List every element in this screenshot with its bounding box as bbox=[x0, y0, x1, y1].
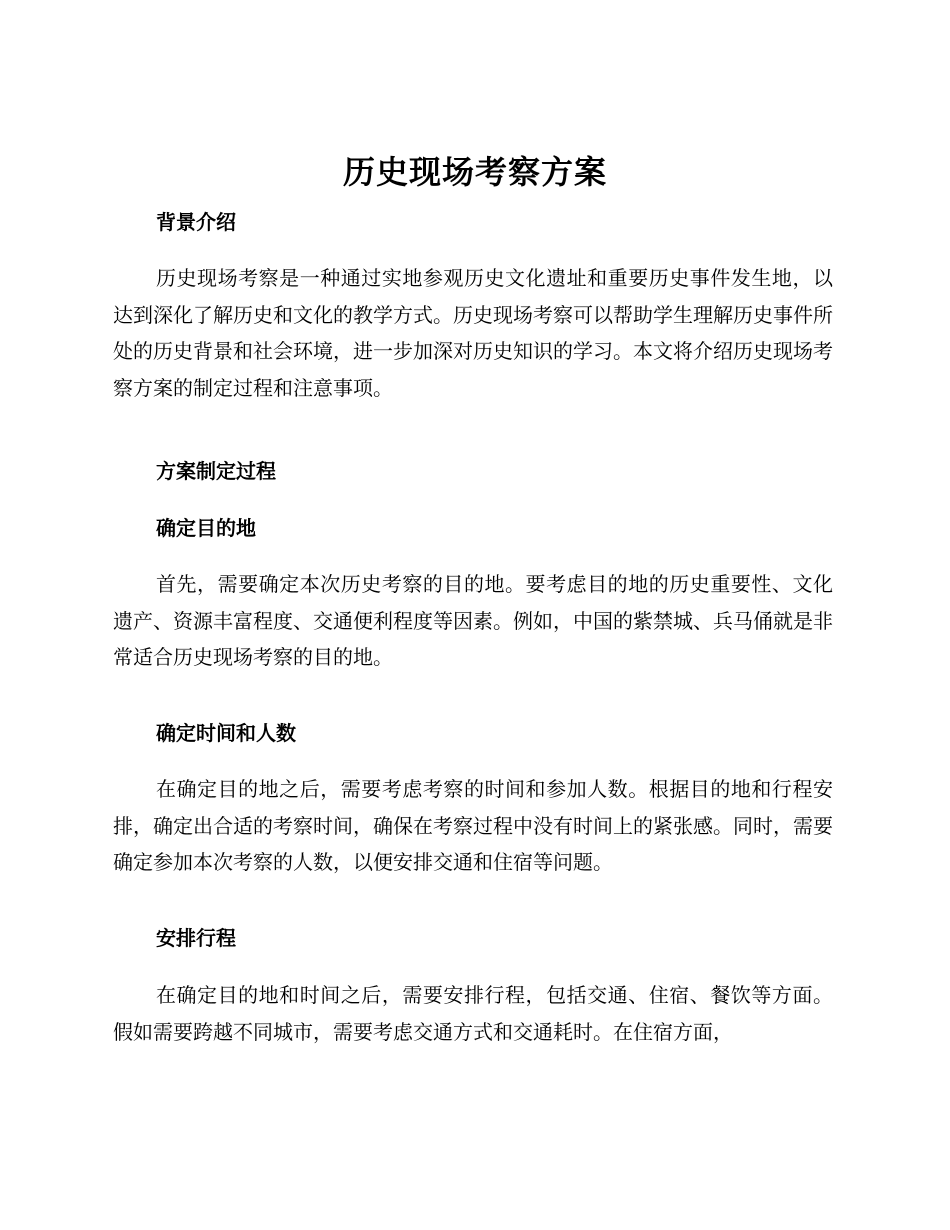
paragraph-background: 历史现场考察是一种通过实地参观历史文化遗址和重要历史事件发生地，以达到深化了解历史和文化的教学方式。历史现场考察可以帮助学生理解历史事件所处的历史背景和社会环境，进一步加深对历史知识的学习。本文将介绍历史现场考察方案的制定过程和注意事项。 bbox=[113, 266, 833, 400]
document-title: 历史现场考察方案 bbox=[342, 153, 607, 191]
section-heading-destination: 确定目的地 bbox=[156, 516, 256, 540]
section-heading-background: 背景介绍 bbox=[156, 210, 236, 234]
paragraph-time-people: 在确定目的地之后，需要考虑考察的时间和参加人数。根据目的地和行程安排，确定出合适的考察时间，确保在考察过程中没有时间上的紧张感。同时，需要确定参加本次考察的人数，以便安排交通和住宿等问题。 bbox=[113, 777, 833, 874]
section-heading-itinerary: 安排行程 bbox=[156, 926, 236, 950]
paragraph-itinerary: 在确定目的地和时间之后，需要安排行程，包括交通、住宿、餐饮等方面。假如需要跨越不同城市，需要考虑交通方式和交通耗时。在住宿方面， bbox=[113, 983, 833, 1044]
section-heading-time-people: 确定时间和人数 bbox=[156, 721, 296, 745]
section-heading-process: 方案制定过程 bbox=[156, 459, 276, 483]
paragraph-destination: 首先，需要确定本次历史考察的目的地。要考虑目的地的历史重要性、文化遗产、资源丰富程度、交通便利程度等因素。例如，中国的紫禁城、兵马俑就是非常适合历史现场考察的目的地。 bbox=[113, 572, 833, 669]
